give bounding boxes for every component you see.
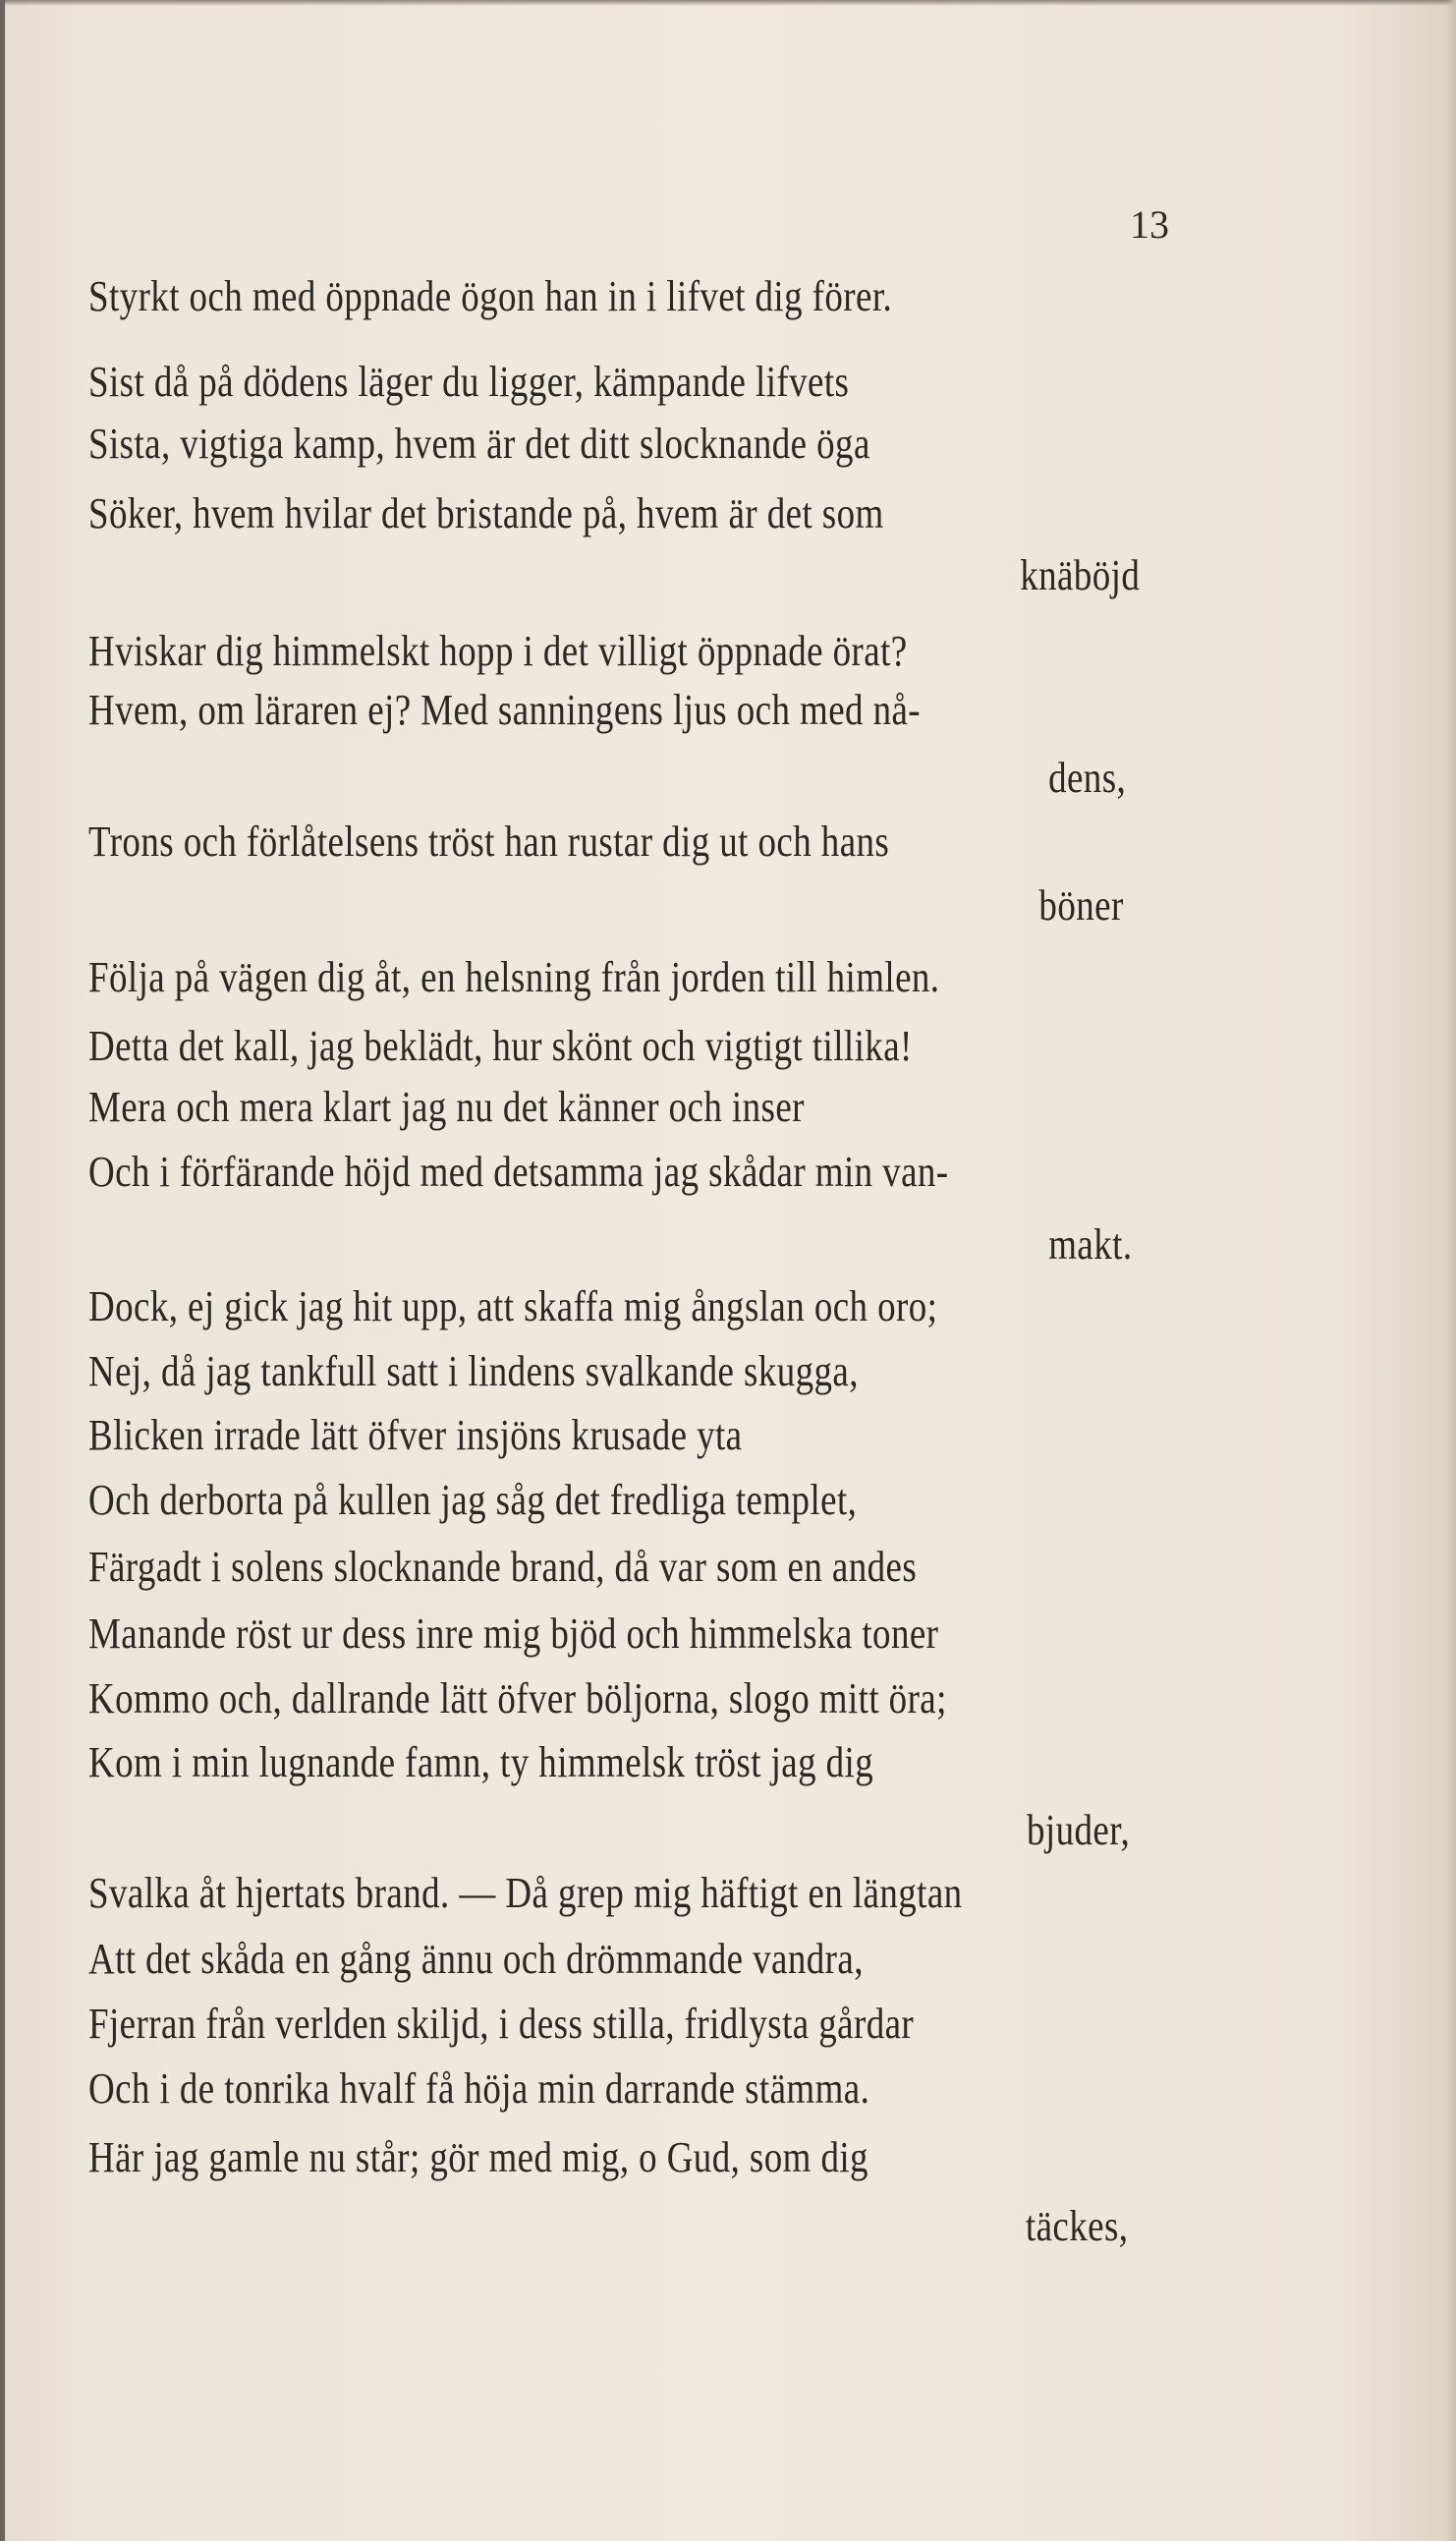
poem-line: Styrkt och med öppnade ögon han in i lifvet dig förer. <box>88 272 893 320</box>
poem-line: Detta det kall, jag beklädt, hur skönt och vigtigt tillika! <box>88 1022 913 1070</box>
poem-line: Fjerran från verlden skiljd, i dess stilla, fridlysta gårdar <box>88 2000 915 2048</box>
poem-line: Att det skåda en gång ännu och drömmande vandra, <box>88 1935 864 1983</box>
poem-line: Mera och mera klart jag nu det känner och inser <box>88 1083 805 1131</box>
poem-line: Färgadt i solens slocknande brand, då var som en andes <box>88 1543 918 1591</box>
poem-line: Hviskar dig himmelskt hopp i det villigt öppnade örat? <box>88 627 908 675</box>
poem-line-continuation: dens, <box>1047 754 1126 802</box>
poem-line: Här jag gamle nu står; gör med mig, o Gud, som dig <box>88 2133 868 2181</box>
poem-line-continuation: täckes, <box>1025 2202 1128 2250</box>
poem-line-continuation: bjuder, <box>1026 1806 1130 1854</box>
poem-line: Manande röst ur dess inre mig bjöd och himmelska toner <box>88 1609 939 1658</box>
poem-line: Kommo och, dallrande lätt öfver böljorna, slogo mitt öra; <box>88 1674 947 1722</box>
poem-line: Och i de tonrika hvalf få höja min darrande stämma. <box>88 2064 870 2113</box>
poem-line: Kom i min lugnande famn, ty himmelsk tröst jag dig <box>88 1738 874 1786</box>
poem-line: Och i förfärande höjd med detsamma jag skådar min van- <box>88 1148 949 1196</box>
poem-line: Svalka åt hjertats brand. — Då grep mig häftigt en längtan <box>88 1869 963 1917</box>
poem-line: Och derborta på kullen jag såg det fredliga templet, <box>88 1476 858 1524</box>
poem-line-continuation: böner <box>1038 881 1124 930</box>
poem-line: Nej, då jag tankfull satt i lindens svalkande skugga, <box>88 1347 859 1395</box>
poem-line: Sist då på dödens läger du ligger, kämpande lifvets <box>88 358 850 406</box>
poem-line-continuation: makt. <box>1047 1220 1132 1269</box>
poem-line: Hvem, om läraren ej? Med sanningens ljus och med nå- <box>88 686 922 734</box>
poem-line: Söker, hvem hvilar det bristande på, hvem är det som <box>88 489 884 537</box>
poem-line: Följa på vägen dig åt, en helsning från jorden till himlen. <box>88 953 940 1001</box>
poem-line: Trons och förlåtelsens tröst han rustar dig ut och hans <box>88 818 890 866</box>
poem-line: Dock, ej gick jag hit upp, att skaffa mig ångslan och oro; <box>88 1282 938 1330</box>
poem-line-continuation: knäböjd <box>1019 551 1140 599</box>
poem-line: Sista, vigtiga kamp, hvem är det ditt slocknande öga <box>88 420 870 468</box>
poem-line: Blicken irrade lätt öfver insjöns krusade yta <box>88 1411 743 1459</box>
page-number: 13 <box>1130 202 1169 247</box>
